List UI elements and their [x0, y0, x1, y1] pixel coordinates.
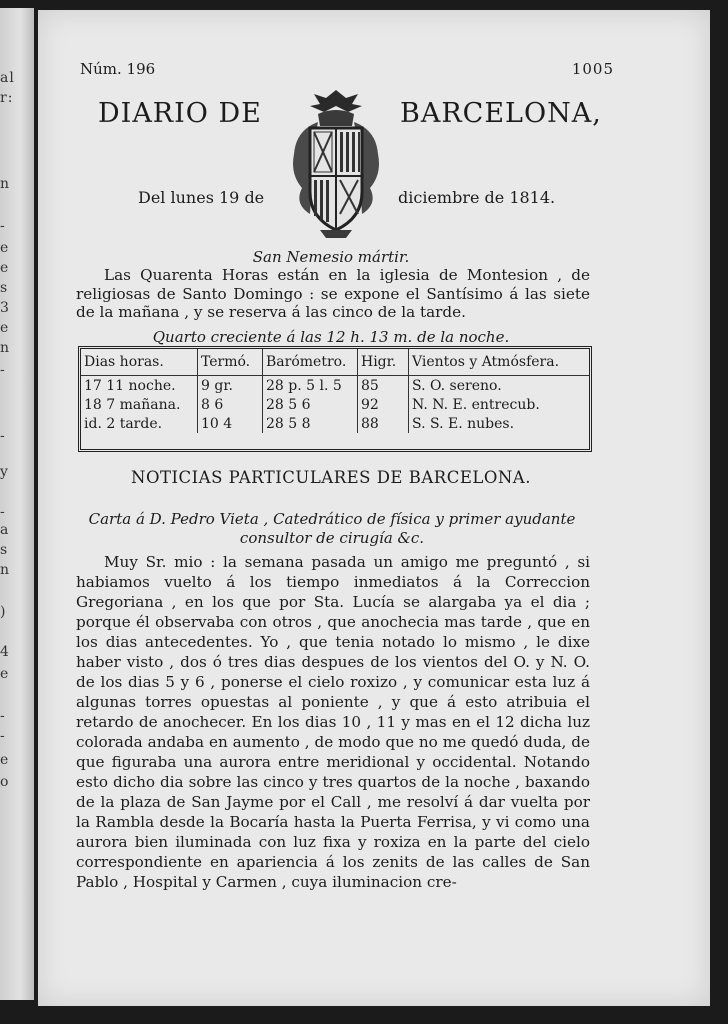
weather-cell: 17 11 noche. [81, 376, 198, 396]
left-page-fragment: e [0, 752, 10, 768]
left-page-edge [0, 8, 34, 1000]
left-page-fragment: e [0, 260, 10, 276]
left-page-fragment: n [0, 340, 11, 356]
letter-body: Muy Sr. mio : la semana pasada un amigo me preguntó , si habiamos vuelto á los tiempo inmediatos á la Correccion Gregoriana , en los que por Sta. Lucía se alargaba ya el dia ; porque él observaba con otros , que anochecia mas tarde , que en los dias antecedentes. Yo , que tenia notado lo mismo , le dixe haber visto , dos ó tres dias despues de los vientos del O. y N. O. de los dias 5 y 6 , ponerse el cielo roxizo , y comunicar esta luz á algunas torres opuestas al poniente , y que á esto atribuia el retardo de anochecer. En los dias 10 , 11 y mas en el 12 dicha luz colorada andaba en aumento , de modo que no me quedó duda, de que figuraba una aurora entre meridional y occidental. Notando esto dicho dia sobre las cinco y tres quartos de la noche , baxando de la plaza de San Jayme por el Call , me resolví á dar vuelta por la Rambla desde la Bocaría hasta la Puerta Ferrisa, y vi como una aurora bien iluminada con luz fixa y roxiza en la parte del cielo correspondiente en apariencia á los zenits de las calles de San Pablo , Hospital y Carmen , cuya iluminacion cre- [76, 553, 590, 891]
section-title: NOTICIAS PARTICULARES DE BARCELONA. [131, 468, 531, 487]
left-page-fragment: - [0, 218, 6, 234]
moon-phase: Quarto creciente á las 12 h. 13 m. de la noche. [152, 328, 510, 346]
weather-row [81, 395, 589, 414]
left-page-fragment: - [0, 428, 6, 444]
weather-row [81, 414, 589, 433]
weather-cell: S. O. sereno. [412, 377, 502, 394]
weather-cell: 85 [358, 376, 409, 396]
weather-cell: id. 2 tarde. [81, 414, 198, 433]
weather-cell: 28 5 6 [263, 395, 358, 414]
left-page-fragment: - [0, 728, 6, 744]
weather-cell: 10 4 [198, 414, 263, 433]
weather-header-cell: Higr. [358, 349, 409, 376]
weather-cell: 88 [358, 414, 409, 433]
left-page-fragment: s [0, 542, 9, 558]
left-page-fragment: o [0, 774, 10, 790]
left-page-fragment: e [0, 666, 10, 682]
weather-cell: 92 [358, 395, 409, 414]
weather-cell: 28 5 8 [263, 414, 358, 433]
left-page-fragment: al [0, 70, 15, 86]
weather-header-row [81, 349, 589, 376]
weather-cell: 8 6 [198, 395, 263, 414]
newspaper-page [38, 10, 710, 1006]
weather-cell: S. S. E. nubes. [412, 415, 515, 432]
issue-number: Núm. 196 [80, 60, 156, 78]
left-page-fragment: n [0, 176, 11, 192]
weather-cell: 28 p. 5 l. 5 [263, 376, 358, 396]
left-page-fragment: r: [0, 90, 14, 106]
letter-title: Carta á D. Pedro Vieta , Catedrático de física y primer ayudante consultor de cirugía &c. [88, 510, 576, 547]
quarenta-horas-notice: Las Quarenta Horas están en la iglesia de Montesion , de religiosas de Santo Domingo : se expone el Santísimo á las siete de la mañana , y se reserva á las cinco de la tarde. [76, 266, 590, 321]
left-page-fragment: 4 [0, 644, 10, 660]
left-page-fragment: a [0, 522, 10, 538]
left-page-fragment: - [0, 504, 6, 520]
masthead-title-left: DIARIO DE [98, 98, 262, 129]
left-page-fragment: ) [0, 604, 7, 620]
weather-header-cell: Vientos y Atmósfera. [409, 349, 590, 376]
left-page-fragment: y [0, 464, 9, 480]
left-page-fragment: e [0, 320, 10, 336]
left-page-fragment: s [0, 280, 9, 296]
left-page-fragment: - [0, 708, 6, 724]
left-page-fragment: e [0, 240, 10, 256]
weather-cell: 18 7 mañana. [81, 395, 198, 414]
weather-header-cell: Termó. [198, 349, 263, 376]
left-page-fragment: n [0, 562, 11, 578]
weather-header-cell: Barómetro. [263, 349, 358, 376]
left-page-fragment: 3 [0, 300, 10, 316]
masthead-title-right: BARCELONA, [400, 98, 602, 129]
weather-header-cell: Dias horas. [81, 349, 198, 376]
weather-row [81, 376, 589, 396]
left-page-fragment: - [0, 362, 6, 378]
page-number: 1005 [571, 60, 614, 78]
coat-of-arms-seal [280, 84, 392, 242]
weather-cell: 9 gr. [198, 376, 263, 396]
weather-cell: N. N. E. entrecub. [412, 396, 540, 413]
weather-table [78, 346, 592, 452]
saint-of-day: San Nemesio mártir. [252, 248, 410, 266]
date-right: diciembre de 1814. [398, 188, 556, 207]
date-left: Del lunes 19 de [138, 188, 265, 207]
